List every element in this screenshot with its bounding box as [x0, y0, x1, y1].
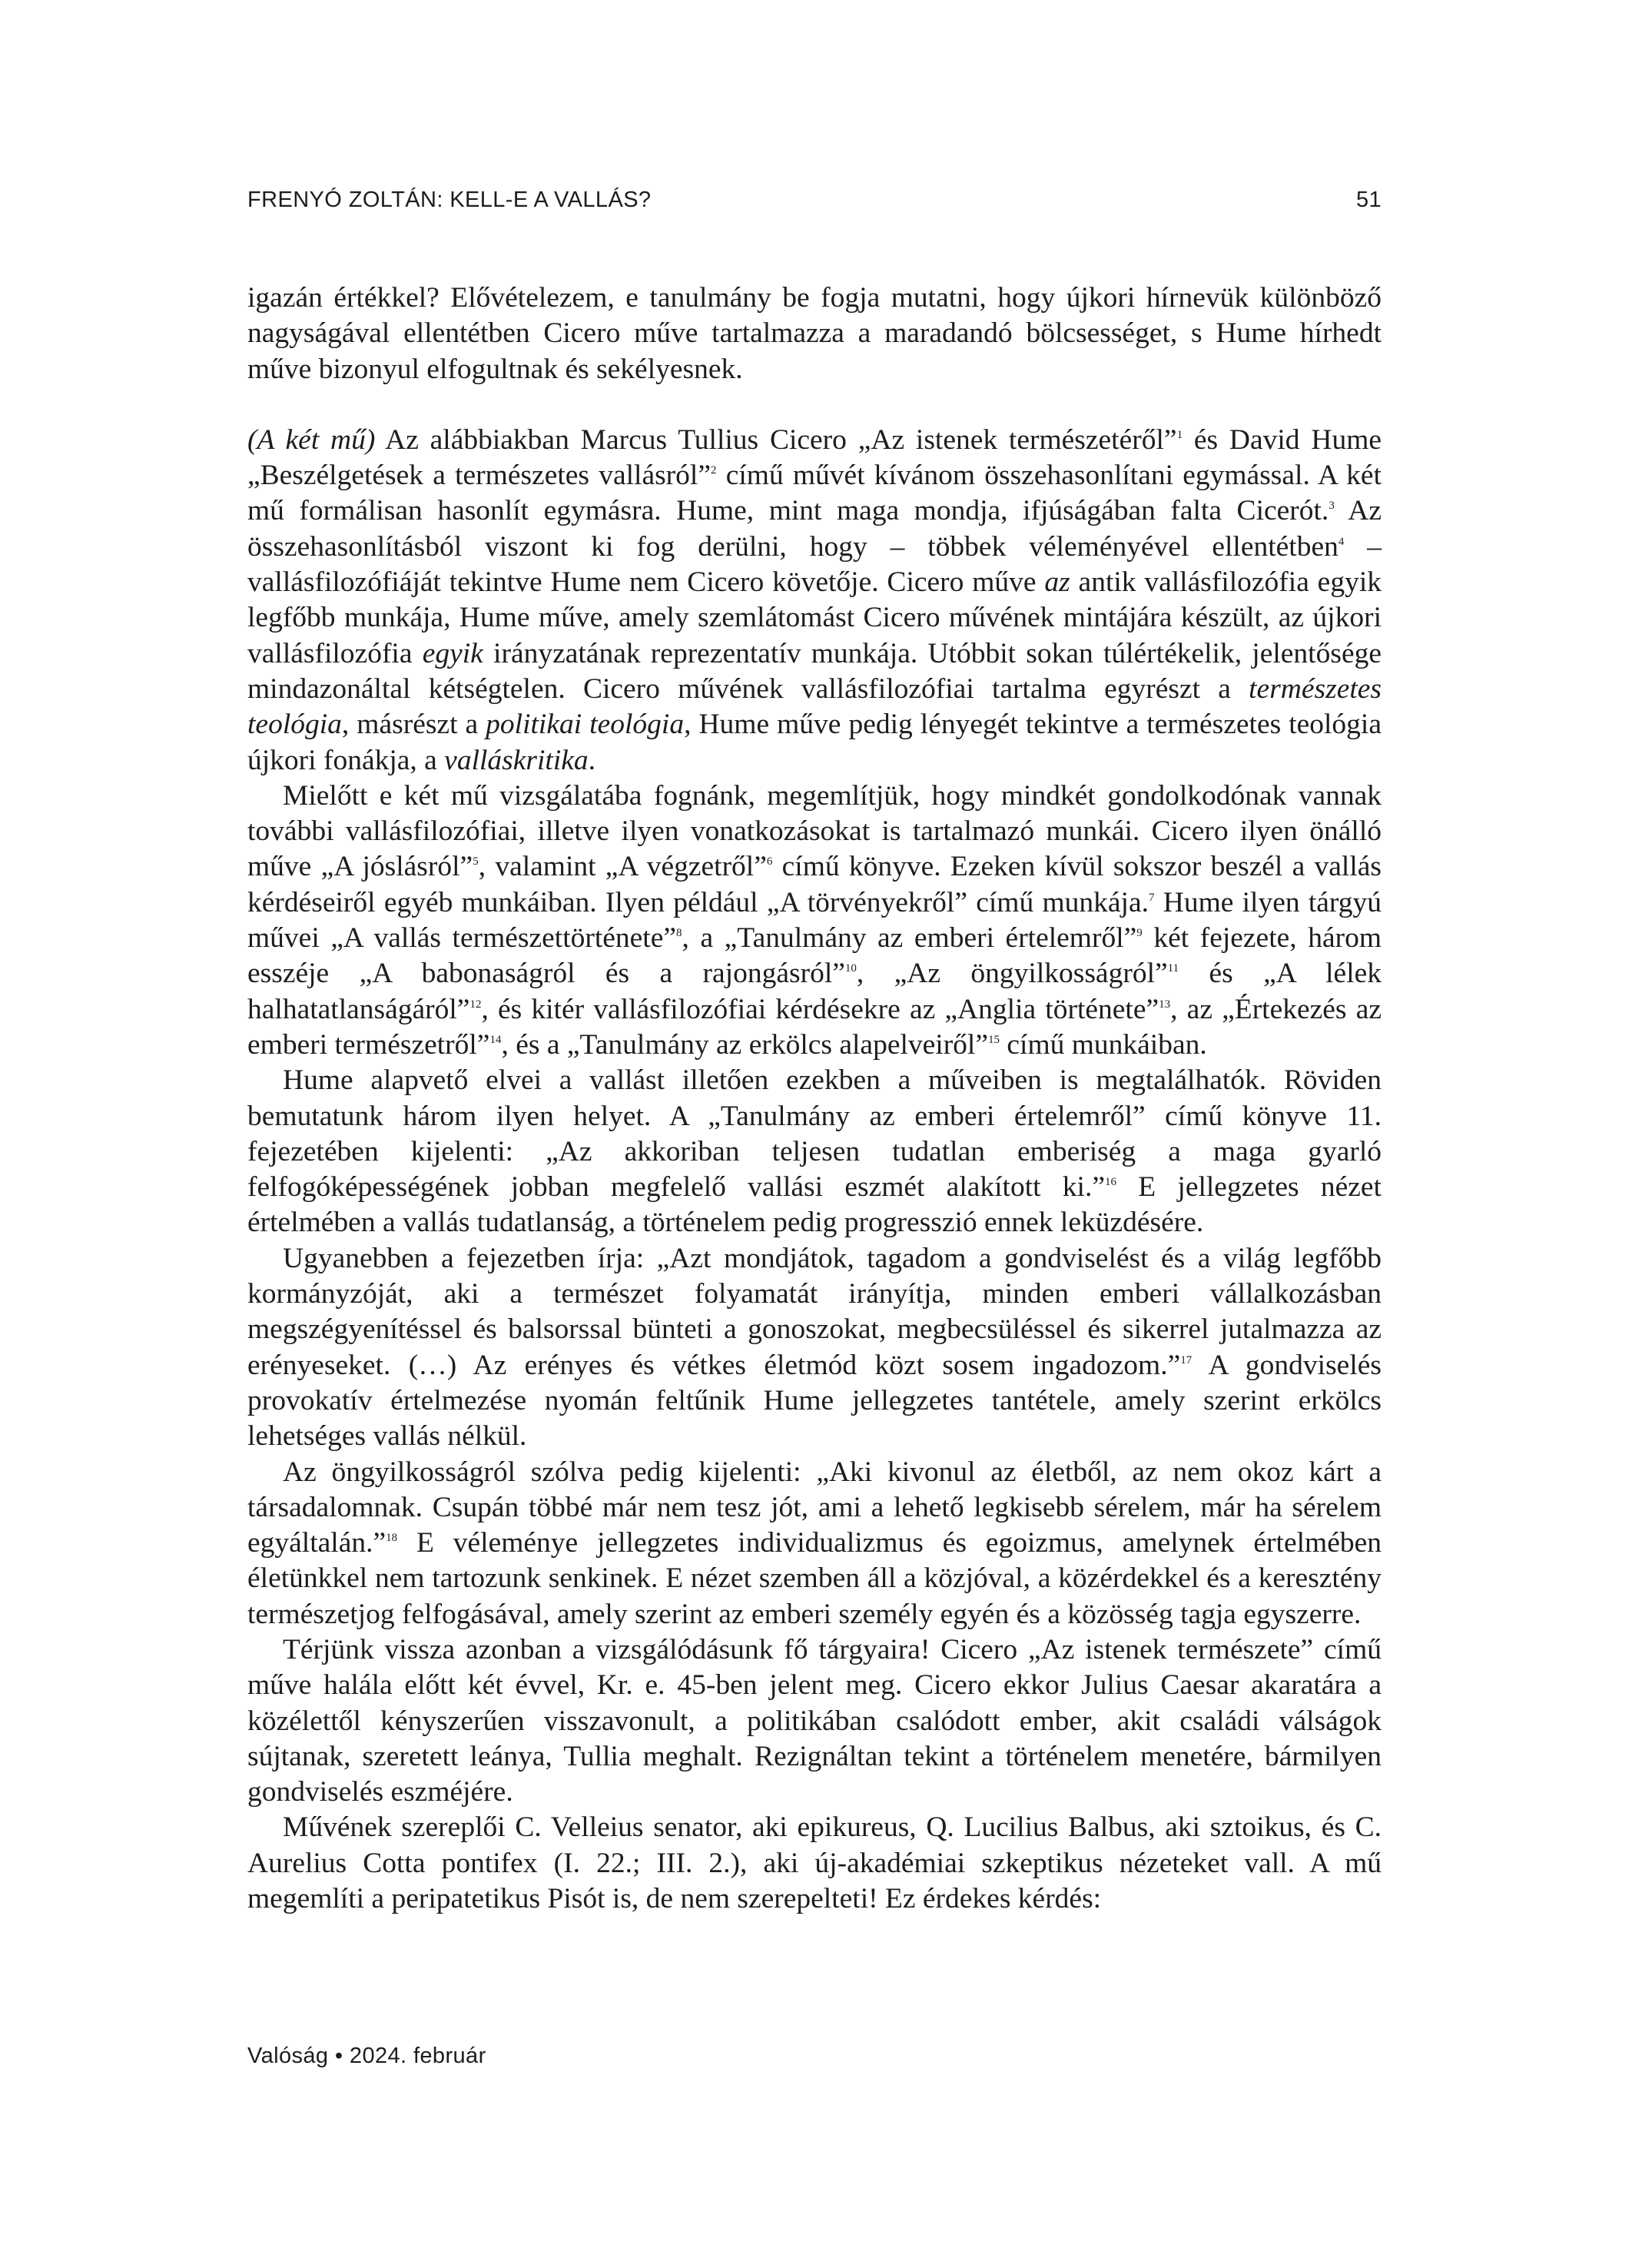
text-run: E jellegzetes nézet értelmében a vallás tudatlanság, a történelem pedig progresszió ennek leküzdésére. — [247, 1171, 1382, 1239]
footnote-marker: 14 — [489, 1033, 502, 1046]
text-run: Az összehasonlításból viszont ki fog derülni, hogy – többek véleményével ellentétben — [247, 495, 1382, 563]
text-run: E véleménye jellegzetes individualizmus és egoizmus, amelynek értelmében életünkkel nem tartozunk senkinek. E nézet szemben áll a közjóval, a közérdekkel és a keresztény természetjog felfogásával, amely szerint az emberi személy egyén és a közösség tagja egyszerre. — [247, 1527, 1382, 1630]
text-run: című könyve. Ezeken kívül sokszor beszél a vallás kérdéseiről egyéb munkáiban. Ilyen például „A törvényekről” című munkája. — [247, 851, 1382, 918]
section-label: (A két mű) — [247, 423, 376, 456]
body-paragraph — [247, 1063, 1382, 1240]
body-paragraph — [247, 1632, 1382, 1810]
footnote-marker: 16 — [1105, 1176, 1116, 1189]
paragraph-text — [247, 1811, 1382, 1914]
italic-text: természetes teológia — [247, 672, 1382, 741]
footnote-marker: 15 — [988, 1033, 1000, 1046]
text-run: Művének szereplői C. Velleius senator, aki epikureus, Q. Lucilius Balbus, aki sztoikus, és C. Aurelius Cotta pontifex (I. 22.; III. 2.), aki új-akadémiai szkeptikus nézeteket vall. A mű megemlíti a peripatetikus Pisót is, de nem szerepelteti! Ez érdekes kérdés: — [247, 1811, 1382, 1915]
footnote-marker: 17 — [1180, 1353, 1192, 1366]
paragraph-text — [247, 424, 1382, 776]
footnote-marker: 3 — [1328, 500, 1335, 513]
text-run: A gondviselés provokatív értelmezése nyomán feltűnik Hume jellegzetes tantétele, amely szerint erkölcs lehetséges vallás nélkül. — [247, 1349, 1382, 1453]
footnote-marker: 11 — [1167, 962, 1179, 975]
text-run: , valamint „A végzetről” — [478, 851, 767, 883]
body-paragraph — [247, 1455, 1382, 1632]
text-run: és „A lélek halhatatlanságáról” — [247, 958, 1382, 1025]
italic-text: politikai teológia — [486, 709, 685, 741]
footnote-marker: 6 — [766, 855, 773, 868]
footnote-marker: 12 — [469, 998, 482, 1011]
footnote-marker: 8 — [676, 927, 682, 940]
footnote-marker: 18 — [386, 1532, 398, 1545]
article-body — [247, 281, 1382, 1917]
paragraph-text — [247, 1634, 1382, 1808]
italic-text: valláskritika — [444, 744, 589, 776]
text-run: Az alábbiakban Marcus Tullius Cicero „Az istenek természetéről” — [375, 423, 1177, 456]
footnote-marker: 7 — [1148, 891, 1155, 904]
text-run: című művét kívánom összehasonlítani egymással. A két mű formálisan hasonlít egymásra. Hume, mint maga mondja, ifjúságában falta Cicerót. — [247, 460, 1382, 527]
text-run: irányzatának reprezentatív munkája. Utóbbit sokan túlértékelik, jelentősége mindazonáltal kétségtelen. Cicero művének vallásfilozófiai tartalma egyrészt a — [247, 637, 1382, 705]
text-run: című munkáiban. — [1000, 1028, 1207, 1061]
header-title: FRENYÓ ZOLTÁN: KELL-E A VALLÁS? — [247, 188, 652, 212]
text-run: . — [588, 744, 596, 776]
text-run: Térjünk vissza azonban a vizsgálódásunk fő tárgyaira! Cicero „Az istenek természete” című műve halála előtt két évvel, Kr. e. 45-ben jelent meg. Cicero ekkor Julius Caesar akaratára a közélettől kényszerűen visszavonult, a politikában csalódott ember, akit családi válságok sújtanak, szeretett leánya, Tullia meghalt. Rezignáltan tekint a történelem menetére, bármilyen gondviselés eszméjére. — [247, 1633, 1382, 1808]
text-run: igazán értékkel? Elővételezem, e tanulmány be fogja mutatni, hogy újkori hírnevük különböző nagyságával ellentétben Cicero műve tartalmazza a maradandó bölcsességet, s Hume hírhedt műve bizonyul elfogultnak és sekélyesnek. — [247, 282, 1382, 385]
text-run: Az öngyilkosságról szólva pedig kijelenti: „Aki kivonul az életből, az nem okoz kárt a társadalomnak. Csupán többé már nem tesz jót, ami a lehető legkisebb sérelem, már ha sérelem egyáltalán.” — [247, 1456, 1382, 1559]
text-run: antik vallásfilozófia egyik legfőbb munkája, Hume műve, amely szemlátomást Cicero művének mintájára készült, az újkori vallásfilozófia — [247, 566, 1382, 669]
text-run: Mielőtt e két mű vizsgálatába fognánk, megemlítjük, hogy mindkét gondolkodónak vannak további vallásfilozófiai, illetve ilyen vonatkozásokat is tartalmazó munkái. Cicero ilyen önálló műve „A jóslásról” — [247, 779, 1382, 883]
text-run: – vallásfilozófiáját tekintve Hume nem Cicero követője. Cicero műve — [247, 530, 1382, 599]
paragraph-text — [247, 780, 1382, 1061]
footnote-marker: 1 — [1176, 428, 1183, 441]
footnote-marker: 9 — [1136, 927, 1143, 940]
paragraph-text — [247, 1064, 1382, 1238]
text-run: és David Hume „Beszélgetések a természetes vallásról” — [247, 423, 1382, 492]
text-run: Ugyanebben a fejezetben írja: „Azt mondjátok, tagadom a gondviselést és a világ legfőbb kormányzóját, aki a természet folyamatát irányítja, minden emberi vállalkozásban megszégyenítéssel és balsorssal bünteti a gonoszokat, megbecsüléssel és sikerrel jutalmazza az erényeseket. (…) Az erényes és vétkes életmód közt sosem ingadozom.” — [247, 1242, 1382, 1381]
text-run: , és a „Tanulmány az erkölcs alapelveiről” — [501, 1028, 988, 1061]
text-run: , másrészt a — [341, 709, 486, 741]
paragraph-text — [247, 1243, 1382, 1452]
body-paragraph — [247, 423, 1382, 779]
footer-journal: Valóság • 2024. február — [247, 2044, 486, 2068]
footnote-marker: 10 — [844, 962, 857, 975]
italic-text: az — [1044, 566, 1070, 599]
italic-text: egyik — [422, 637, 483, 669]
footnote-marker: 2 — [710, 464, 717, 477]
text-run: , az „Értekezés az emberi természetről” — [247, 993, 1382, 1061]
footnote-marker: 5 — [473, 855, 479, 868]
text-run: , a „Tanulmány az emberi értelemről” — [682, 922, 1137, 955]
body-paragraph — [247, 779, 1382, 1063]
footnote-marker: 13 — [1159, 998, 1171, 1011]
page-footer — [247, 2044, 486, 2069]
body-paragraph — [247, 1241, 1382, 1455]
page-number: 51 — [1355, 188, 1382, 212]
text-run: Hume alapvető elvei a vallást illetően ezekben a műveiben is megtalálhatók. Röviden bemutatunk három ilyen helyet. A „Tanulmány az emberi értelemről” című könyve 11. fejezetében kijelenti: „Az akkoriban teljesen tudatlan emberiség a maga gyarló felfogóképességének jobban megfelelő vallási eszmét alakított ki.” — [247, 1064, 1382, 1204]
footnote-marker: 4 — [1338, 535, 1345, 548]
body-paragraph — [247, 1810, 1382, 1917]
paragraph-text — [247, 1456, 1382, 1630]
text-run: , „Az öngyilkosságról” — [856, 958, 1168, 990]
text-run: , és kitér vallásfilozófiai kérdésekre az „Anglia története” — [481, 993, 1159, 1025]
body-paragraph — [247, 281, 1382, 387]
text-run: két fejezete, három esszéje „A babonaságról és a rajongásról” — [247, 922, 1382, 990]
paragraph-text — [247, 282, 1382, 385]
text-run: , Hume műve pedig lényegét tekintve a természetes teológia újkori fonákja, a — [247, 709, 1382, 776]
text-run: Hume ilyen tárgyú művei „A vallás természettörténete” — [247, 886, 1382, 955]
